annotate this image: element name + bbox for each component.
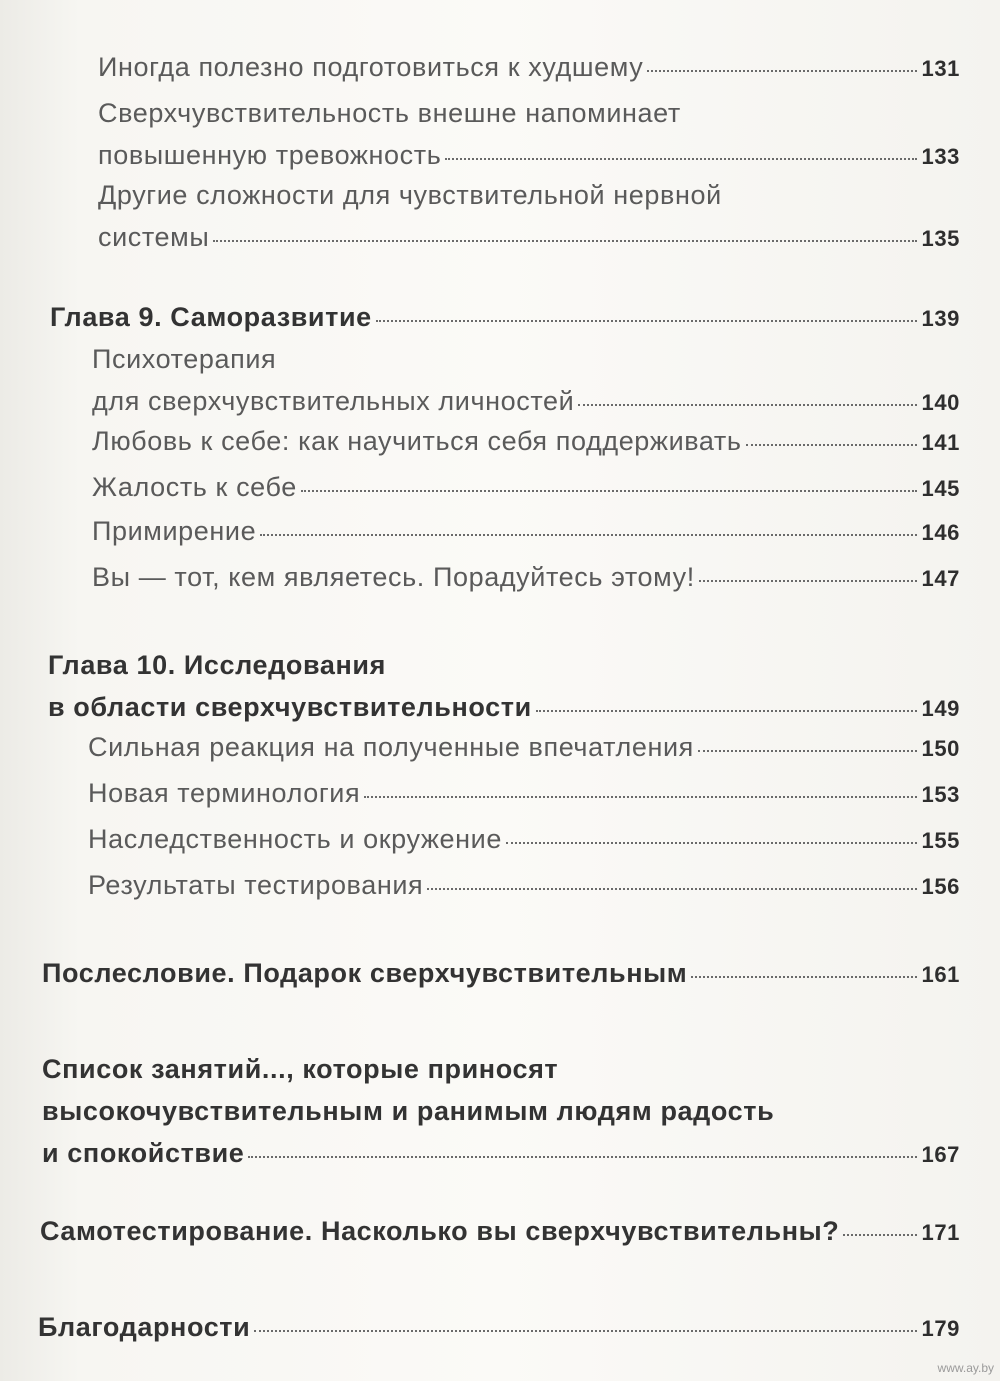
page-number: 171 <box>921 1220 960 1245</box>
toc-chapter-title: Глава 10. Исследования <box>48 650 386 680</box>
toc-entry <box>98 174 960 260</box>
page-number: 146 <box>921 520 960 545</box>
toc-entry-title: Новая терминология <box>88 778 361 808</box>
dot-leader <box>746 444 918 446</box>
toc-chapter <box>38 1306 960 1350</box>
page-number: 179 <box>921 1316 960 1341</box>
toc-chapter-title: и спокойствие <box>42 1138 245 1168</box>
toc-chapter <box>42 952 960 996</box>
dot-leader <box>301 490 918 492</box>
toc-entry-title: Иногда полезно подготовиться к худшему <box>98 52 644 82</box>
toc-entry-title: Сильная реакция на полученные впечатления <box>88 732 694 762</box>
toc-chapter-title: Список занятий..., которые приносят <box>42 1054 559 1084</box>
toc-entry <box>88 726 960 770</box>
page-number: 167 <box>921 1142 960 1167</box>
toc-entry-title: Наследственность и окружение <box>88 824 502 854</box>
toc-entry <box>88 818 960 862</box>
dot-leader <box>445 158 917 160</box>
dot-leader <box>698 750 918 752</box>
toc-entry-title: Сверхчувствительность внешне напоминает <box>98 98 681 128</box>
dot-leader <box>213 240 917 242</box>
toc-entry <box>98 46 960 90</box>
page-number: 153 <box>921 782 960 807</box>
toc-chapter <box>48 644 960 730</box>
toc-chapter-title: Послесловие. Подарок сверхчувствительным <box>42 958 688 988</box>
toc-entry-title: системы <box>98 222 210 252</box>
dot-leader <box>427 888 917 890</box>
toc-entry <box>92 420 960 464</box>
page-number: 131 <box>921 56 960 81</box>
dot-leader <box>254 1330 917 1332</box>
page-number: 150 <box>921 736 960 761</box>
dot-leader <box>376 320 918 322</box>
toc-chapter-title: Благодарности <box>38 1312 251 1342</box>
toc-entry <box>92 510 960 554</box>
dot-leader <box>699 580 918 582</box>
toc-chapter-title: Самотестирование. Насколько вы сверхчувствительны? <box>40 1216 840 1246</box>
page-number: 135 <box>921 226 960 251</box>
dot-leader <box>578 404 917 406</box>
dot-leader <box>260 534 917 536</box>
toc-entry-title: для сверхчувствительных личностей <box>92 386 575 416</box>
page-number: 133 <box>921 144 960 169</box>
toc-entry-title: Другие сложности для чувствительной нервной <box>98 180 722 210</box>
toc-entry-title: Психотерапия <box>92 344 277 374</box>
toc-entry <box>92 338 960 424</box>
toc-entry-title: Результаты тестирования <box>88 870 424 900</box>
toc-entry-title: повышенную тревожность <box>98 140 442 170</box>
page-number: 156 <box>921 874 960 899</box>
toc-entry <box>98 92 960 178</box>
watermark: www.ay.by <box>937 1361 994 1375</box>
page-number: 141 <box>921 430 960 455</box>
toc-entry-title: Примирение <box>92 516 257 546</box>
page-number: 147 <box>921 566 960 591</box>
toc-chapter-title: Глава 9. Саморазвитие <box>50 302 372 332</box>
dot-leader <box>647 70 917 72</box>
toc-entry-title: Любовь к себе: как научиться себя поддерживать <box>92 426 742 456</box>
dot-leader <box>691 976 917 978</box>
toc-entry <box>88 772 960 816</box>
toc-chapter-title: в области сверхчувствительности <box>48 692 532 722</box>
toc-entry <box>92 466 960 510</box>
dot-leader <box>506 842 918 844</box>
toc-chapter-title: высокочувствительным и ранимым людям радость <box>42 1096 775 1126</box>
page-number: 139 <box>921 306 960 331</box>
toc-chapter <box>50 296 960 340</box>
page-number: 149 <box>921 696 960 721</box>
toc-entry <box>88 864 960 908</box>
toc-chapter <box>42 1048 960 1176</box>
toc-entry-title: Жалость к себе <box>92 472 297 502</box>
dot-leader <box>364 796 917 798</box>
dot-leader <box>536 710 918 712</box>
page-number: 145 <box>921 476 960 501</box>
page-number: 161 <box>921 962 960 987</box>
dot-leader <box>843 1234 917 1236</box>
toc-entry-title: Вы — тот, кем являетесь. Порадуйтесь этому! <box>92 562 695 592</box>
dot-leader <box>248 1156 917 1158</box>
toc-entry <box>92 556 960 600</box>
page-number: 155 <box>921 828 960 853</box>
toc-chapter <box>40 1210 960 1254</box>
page-number: 140 <box>921 390 960 415</box>
